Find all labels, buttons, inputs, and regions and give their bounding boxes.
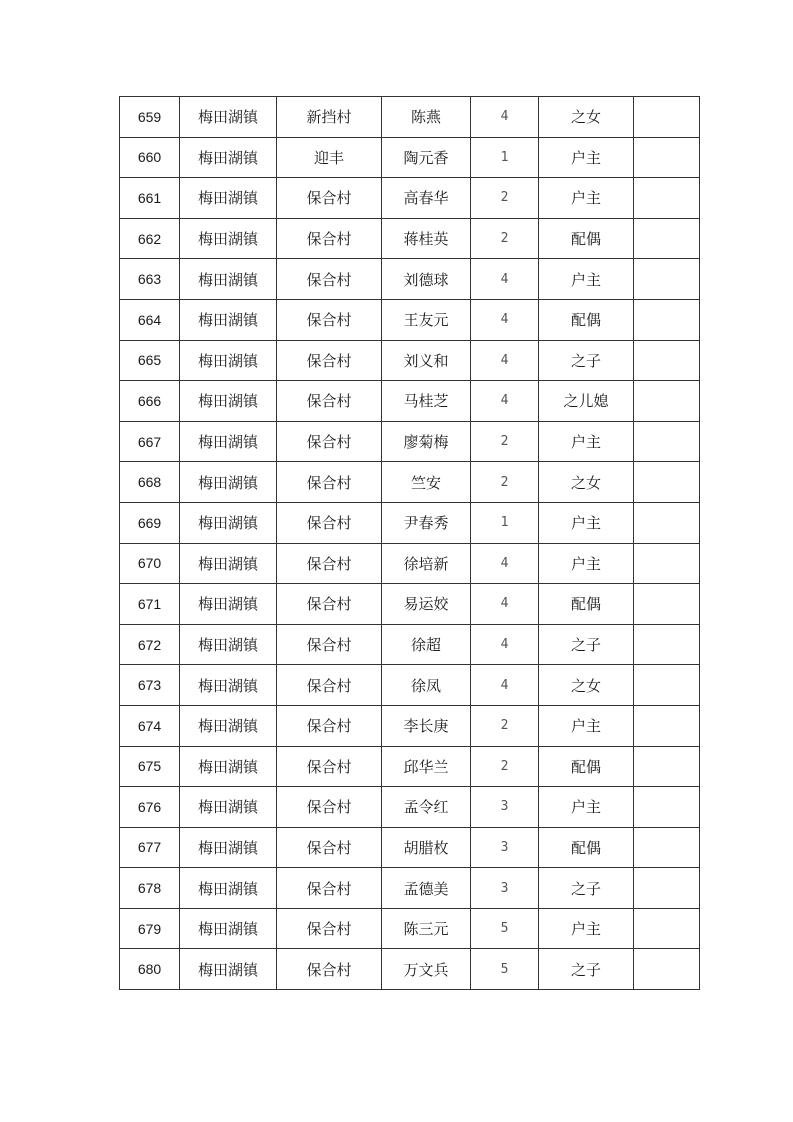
- name-cell: 廖菊梅: [382, 421, 471, 462]
- town-cell: 梅田湖镇: [180, 949, 277, 990]
- town-cell: 梅田湖镇: [180, 97, 277, 138]
- remark-cell: [634, 543, 700, 584]
- relation-cell: 配偶: [539, 584, 634, 625]
- relation-cell: 之子: [539, 949, 634, 990]
- relation-cell: 户主: [539, 705, 634, 746]
- remark-cell: [634, 665, 700, 706]
- remark-cell: [634, 868, 700, 909]
- village-cell: 迎丰: [277, 137, 382, 178]
- relation-cell: 之女: [539, 665, 634, 706]
- table-row: [120, 746, 700, 787]
- name-cell: 李长庚: [382, 705, 471, 746]
- remark-cell: [634, 908, 700, 949]
- village-cell: 保合村: [277, 299, 382, 340]
- table-row: [120, 259, 700, 300]
- row-number: 675: [120, 746, 180, 787]
- town-cell: 梅田湖镇: [180, 705, 277, 746]
- village-cell: 保合村: [277, 421, 382, 462]
- row-number: 678: [120, 868, 180, 909]
- table-row: [120, 705, 700, 746]
- table-row: [120, 340, 700, 381]
- household-size-cell: 4: [471, 624, 539, 665]
- row-number: 667: [120, 421, 180, 462]
- town-cell: 梅田湖镇: [180, 381, 277, 422]
- relation-cell: 配偶: [539, 218, 634, 259]
- name-cell: 王友元: [382, 299, 471, 340]
- row-number: 661: [120, 178, 180, 219]
- roster-body: [120, 97, 700, 990]
- table-row: [120, 462, 700, 503]
- remark-cell: [634, 259, 700, 300]
- remark-cell: [634, 584, 700, 625]
- row-number: 672: [120, 624, 180, 665]
- household-size-cell: 4: [471, 665, 539, 706]
- household-size-cell: 4: [471, 381, 539, 422]
- household-size-cell: 2: [471, 178, 539, 219]
- table-row: [120, 787, 700, 828]
- village-cell: 保合村: [277, 746, 382, 787]
- village-cell: 保合村: [277, 218, 382, 259]
- relation-cell: 户主: [539, 259, 634, 300]
- remark-cell: [634, 624, 700, 665]
- table-row: [120, 584, 700, 625]
- village-cell: 保合村: [277, 259, 382, 300]
- remark-cell: [634, 178, 700, 219]
- relation-cell: 之子: [539, 624, 634, 665]
- row-number: 666: [120, 381, 180, 422]
- name-cell: 邱华兰: [382, 746, 471, 787]
- row-number: 673: [120, 665, 180, 706]
- town-cell: 梅田湖镇: [180, 746, 277, 787]
- row-number: 674: [120, 705, 180, 746]
- row-number: 662: [120, 218, 180, 259]
- village-cell: 保合村: [277, 827, 382, 868]
- household-size-cell: 4: [471, 340, 539, 381]
- town-cell: 梅田湖镇: [180, 299, 277, 340]
- relation-cell: 配偶: [539, 746, 634, 787]
- relation-cell: 户主: [539, 178, 634, 219]
- relation-cell: 户主: [539, 543, 634, 584]
- remark-cell: [634, 705, 700, 746]
- table-row: [120, 421, 700, 462]
- name-cell: 刘义和: [382, 340, 471, 381]
- name-cell: 高春华: [382, 178, 471, 219]
- row-number: 669: [120, 502, 180, 543]
- town-cell: 梅田湖镇: [180, 259, 277, 300]
- remark-cell: [634, 381, 700, 422]
- household-size-cell: 4: [471, 584, 539, 625]
- remark-cell: [634, 340, 700, 381]
- village-cell: 保合村: [277, 462, 382, 503]
- town-cell: 梅田湖镇: [180, 137, 277, 178]
- household-size-cell: 3: [471, 827, 539, 868]
- town-cell: 梅田湖镇: [180, 827, 277, 868]
- remark-cell: [634, 787, 700, 828]
- remark-cell: [634, 462, 700, 503]
- village-cell: 保合村: [277, 787, 382, 828]
- row-number: 680: [120, 949, 180, 990]
- name-cell: 徐培新: [382, 543, 471, 584]
- row-number: 664: [120, 299, 180, 340]
- village-cell: 保合村: [277, 502, 382, 543]
- remark-cell: [634, 421, 700, 462]
- household-size-cell: 4: [471, 543, 539, 584]
- household-size-cell: 2: [471, 421, 539, 462]
- row-number: 665: [120, 340, 180, 381]
- name-cell: 竺安: [382, 462, 471, 503]
- row-number: 679: [120, 908, 180, 949]
- relation-cell: 之子: [539, 340, 634, 381]
- household-size-cell: 3: [471, 868, 539, 909]
- table-row: [120, 218, 700, 259]
- row-number: 659: [120, 97, 180, 138]
- name-cell: 陈三元: [382, 908, 471, 949]
- remark-cell: [634, 746, 700, 787]
- village-cell: 保合村: [277, 868, 382, 909]
- table-row: [120, 868, 700, 909]
- name-cell: 陈燕: [382, 97, 471, 138]
- household-size-cell: 1: [471, 502, 539, 543]
- table-row: [120, 299, 700, 340]
- town-cell: 梅田湖镇: [180, 178, 277, 219]
- town-cell: 梅田湖镇: [180, 543, 277, 584]
- relation-cell: 户主: [539, 421, 634, 462]
- row-number: 668: [120, 462, 180, 503]
- household-size-cell: 2: [471, 218, 539, 259]
- table-row: [120, 97, 700, 138]
- household-size-cell: 3: [471, 787, 539, 828]
- remark-cell: [634, 299, 700, 340]
- village-cell: 保合村: [277, 178, 382, 219]
- table-row: [120, 665, 700, 706]
- household-size-cell: 5: [471, 908, 539, 949]
- table-row: [120, 178, 700, 219]
- name-cell: 尹春秀: [382, 502, 471, 543]
- table-row: [120, 543, 700, 584]
- village-cell: 新挡村: [277, 97, 382, 138]
- town-cell: 梅田湖镇: [180, 908, 277, 949]
- remark-cell: [634, 827, 700, 868]
- row-number: 671: [120, 584, 180, 625]
- relation-cell: 配偶: [539, 827, 634, 868]
- household-size-cell: 4: [471, 299, 539, 340]
- household-size-cell: 5: [471, 949, 539, 990]
- table-row: [120, 137, 700, 178]
- name-cell: 孟德美: [382, 868, 471, 909]
- village-cell: 保合村: [277, 908, 382, 949]
- relation-cell: 户主: [539, 787, 634, 828]
- relation-cell: 配偶: [539, 299, 634, 340]
- town-cell: 梅田湖镇: [180, 665, 277, 706]
- town-cell: 梅田湖镇: [180, 502, 277, 543]
- roster-table: [119, 96, 700, 990]
- town-cell: 梅田湖镇: [180, 787, 277, 828]
- table-row: [120, 624, 700, 665]
- town-cell: 梅田湖镇: [180, 340, 277, 381]
- town-cell: 梅田湖镇: [180, 584, 277, 625]
- household-size-cell: 1: [471, 137, 539, 178]
- household-size-cell: 4: [471, 259, 539, 300]
- table-row: [120, 908, 700, 949]
- name-cell: 万文兵: [382, 949, 471, 990]
- village-cell: 保合村: [277, 705, 382, 746]
- name-cell: 陶元香: [382, 137, 471, 178]
- household-size-cell: 2: [471, 462, 539, 503]
- name-cell: 蒋桂英: [382, 218, 471, 259]
- name-cell: 胡腊枚: [382, 827, 471, 868]
- relation-cell: 户主: [539, 137, 634, 178]
- row-number: 676: [120, 787, 180, 828]
- village-cell: 保合村: [277, 624, 382, 665]
- name-cell: 孟令红: [382, 787, 471, 828]
- name-cell: 徐超: [382, 624, 471, 665]
- row-number: 670: [120, 543, 180, 584]
- relation-cell: 之儿媳: [539, 381, 634, 422]
- table-row: [120, 827, 700, 868]
- relation-cell: 户主: [539, 502, 634, 543]
- village-cell: 保合村: [277, 665, 382, 706]
- relation-cell: 之女: [539, 97, 634, 138]
- household-size-cell: 2: [471, 705, 539, 746]
- town-cell: 梅田湖镇: [180, 624, 277, 665]
- name-cell: 刘德球: [382, 259, 471, 300]
- village-cell: 保合村: [277, 584, 382, 625]
- remark-cell: [634, 949, 700, 990]
- village-cell: 保合村: [277, 381, 382, 422]
- name-cell: 易运姣: [382, 584, 471, 625]
- remark-cell: [634, 137, 700, 178]
- village-cell: 保合村: [277, 543, 382, 584]
- village-cell: 保合村: [277, 340, 382, 381]
- row-number: 660: [120, 137, 180, 178]
- remark-cell: [634, 97, 700, 138]
- town-cell: 梅田湖镇: [180, 868, 277, 909]
- relation-cell: 之女: [539, 462, 634, 503]
- relation-cell: 之子: [539, 868, 634, 909]
- remark-cell: [634, 502, 700, 543]
- remark-cell: [634, 218, 700, 259]
- name-cell: 徐凤: [382, 665, 471, 706]
- table-row: [120, 949, 700, 990]
- town-cell: 梅田湖镇: [180, 421, 277, 462]
- household-size-cell: 4: [471, 97, 539, 138]
- household-size-cell: 2: [471, 746, 539, 787]
- relation-cell: 户主: [539, 908, 634, 949]
- row-number: 677: [120, 827, 180, 868]
- town-cell: 梅田湖镇: [180, 462, 277, 503]
- row-number: 663: [120, 259, 180, 300]
- village-cell: 保合村: [277, 949, 382, 990]
- town-cell: 梅田湖镇: [180, 218, 277, 259]
- name-cell: 马桂芝: [382, 381, 471, 422]
- table-row: [120, 502, 700, 543]
- table-row: [120, 381, 700, 422]
